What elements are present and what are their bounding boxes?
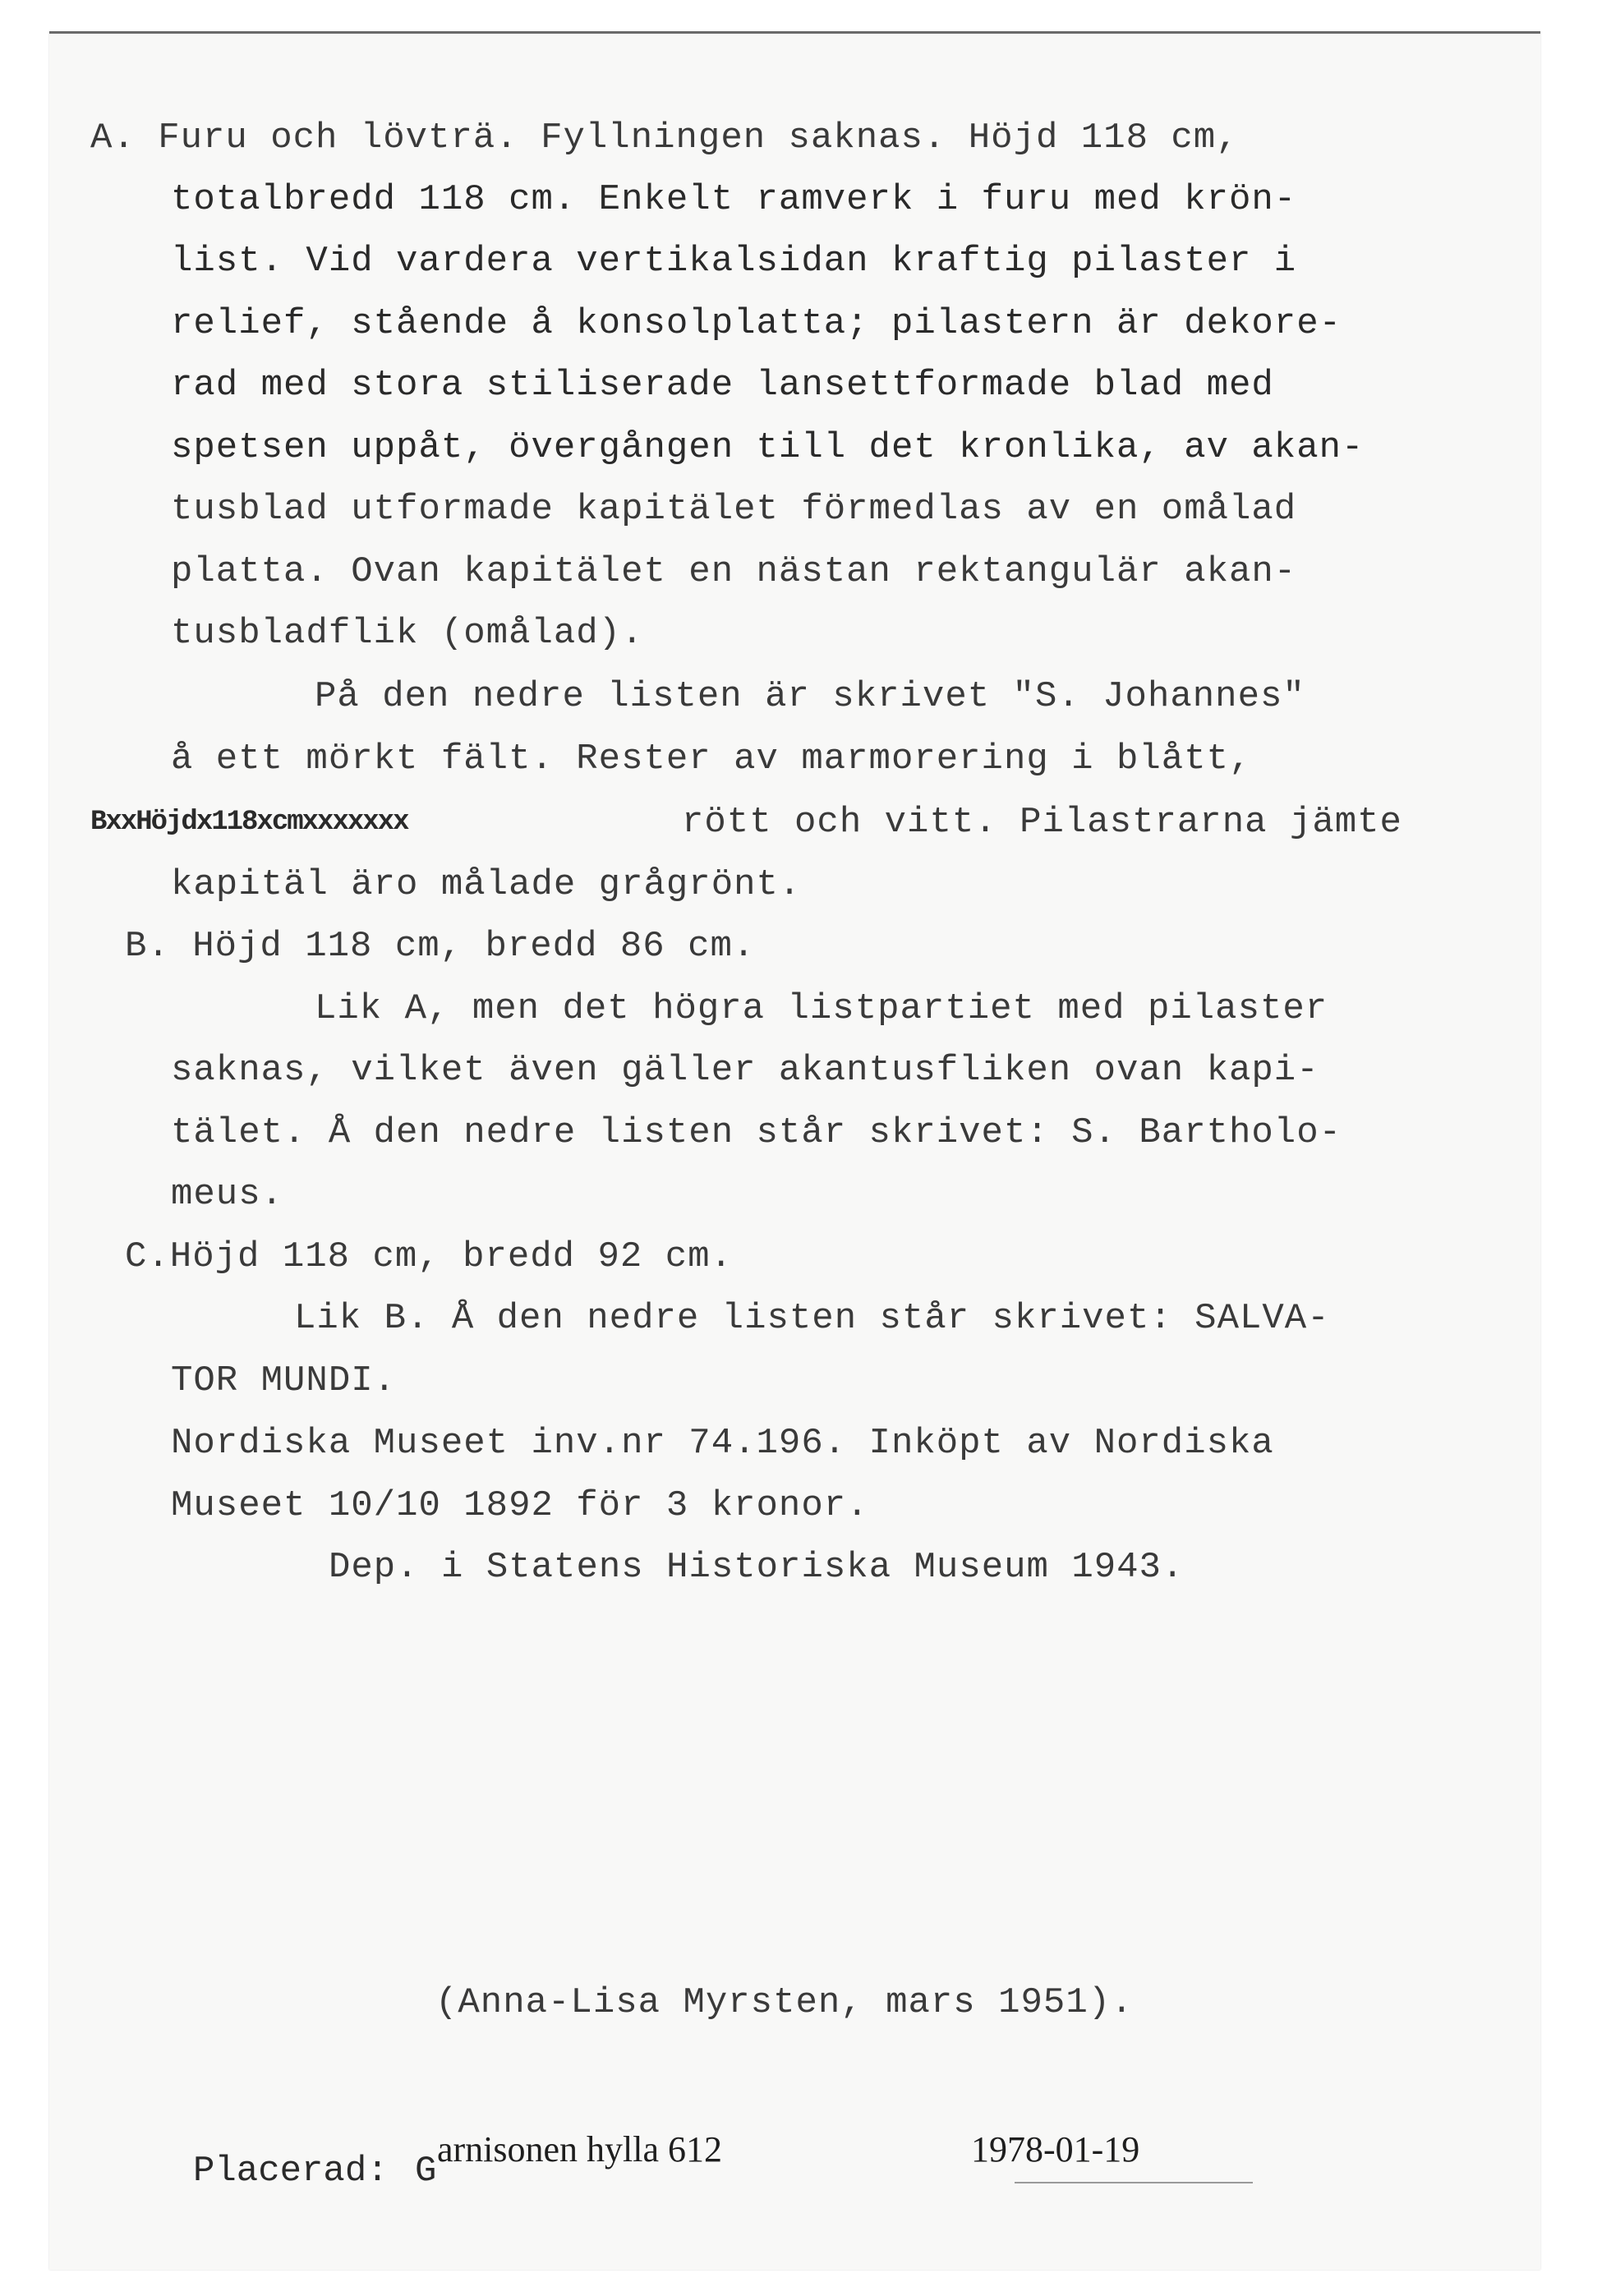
text-line-17: tälet. Å den nedre listen står skrivet: S. Bartholo- (171, 1112, 1342, 1153)
text-line-9: tusbladflik (omålad). (171, 613, 644, 654)
text-line-23: Museet 10/10 1892 för 3 kronor. (171, 1485, 869, 1526)
text-line-14: B. Höjd 118 cm, bredd 86 cm. (125, 926, 756, 967)
author-signature: (Anna-Lisa Myrsten, mars 1951). (435, 1982, 1134, 2023)
placement-date: 1978-01-19 (971, 2129, 1140, 2169)
date-underline (1015, 2182, 1253, 2183)
catalog-card (49, 31, 1540, 2270)
text-line-7: tusblad utformade kapitälet förmedlas av en omålad (171, 489, 1297, 530)
text-line-18: meus. (171, 1174, 284, 1215)
text-line-4: relief, stående å konsolplatta; pilastern är dekore- (171, 303, 1342, 344)
placement-stamp-initial: G (415, 2151, 437, 2192)
text-line-3: list. Vid vardera vertikalsidan kraftig pilaster i (171, 241, 1297, 282)
text-line-6: spetsen uppåt, övergången till det kronlika, av akan- (171, 427, 1365, 468)
text-line-22: Nordiska Museet inv.nr 74.196. Inköpt av Nordiska (171, 1423, 1274, 1464)
text-line-5: rad med stora stiliserade lansettformade blad med (171, 365, 1274, 406)
text-line-24: Dep. i Statens Historiska Museum 1943. (329, 1547, 1185, 1588)
placement-label: Placerad: (193, 2151, 389, 2192)
placement-stamp: arnisonen hylla 612 (437, 2129, 723, 2169)
text-line-11: å ett mörkt fält. Rester av marmorering i blått, (171, 738, 1252, 780)
text-line-12: rött och vitt. Pilastrarna jämte (682, 802, 1402, 843)
text-line-10: På den nedre listen är skrivet "S. Johannes" (315, 676, 1305, 717)
text-line-21: TOR MUNDI. (171, 1360, 397, 1401)
struck-out-text: BxxHöjdx118xcmxxxxxxx (90, 807, 408, 838)
text-line-20: Lik B. Å den nedre listen står skrivet: SALVA- (294, 1298, 1330, 1339)
text-line-19: C.Höjd 118 cm, bredd 92 cm. (125, 1236, 733, 1277)
text-line-13: kapitäl äro målade grågrönt. (171, 864, 802, 905)
text-line-1: A. Furu och lövträ. Fyllningen saknas. Höjd 118 cm, (90, 117, 1239, 159)
text-line-15: Lik A, men det högra listpartiet med pilaster (315, 988, 1328, 1029)
text-line-16: saknas, vilket även gäller akantusfliken ovan kapi- (171, 1050, 1319, 1091)
text-line-2: totalbredd 118 cm. Enkelt ramverk i furu med krön- (171, 179, 1297, 220)
text-line-8: platta. Ovan kapitälet en nästan rektangulär akan- (171, 551, 1297, 592)
